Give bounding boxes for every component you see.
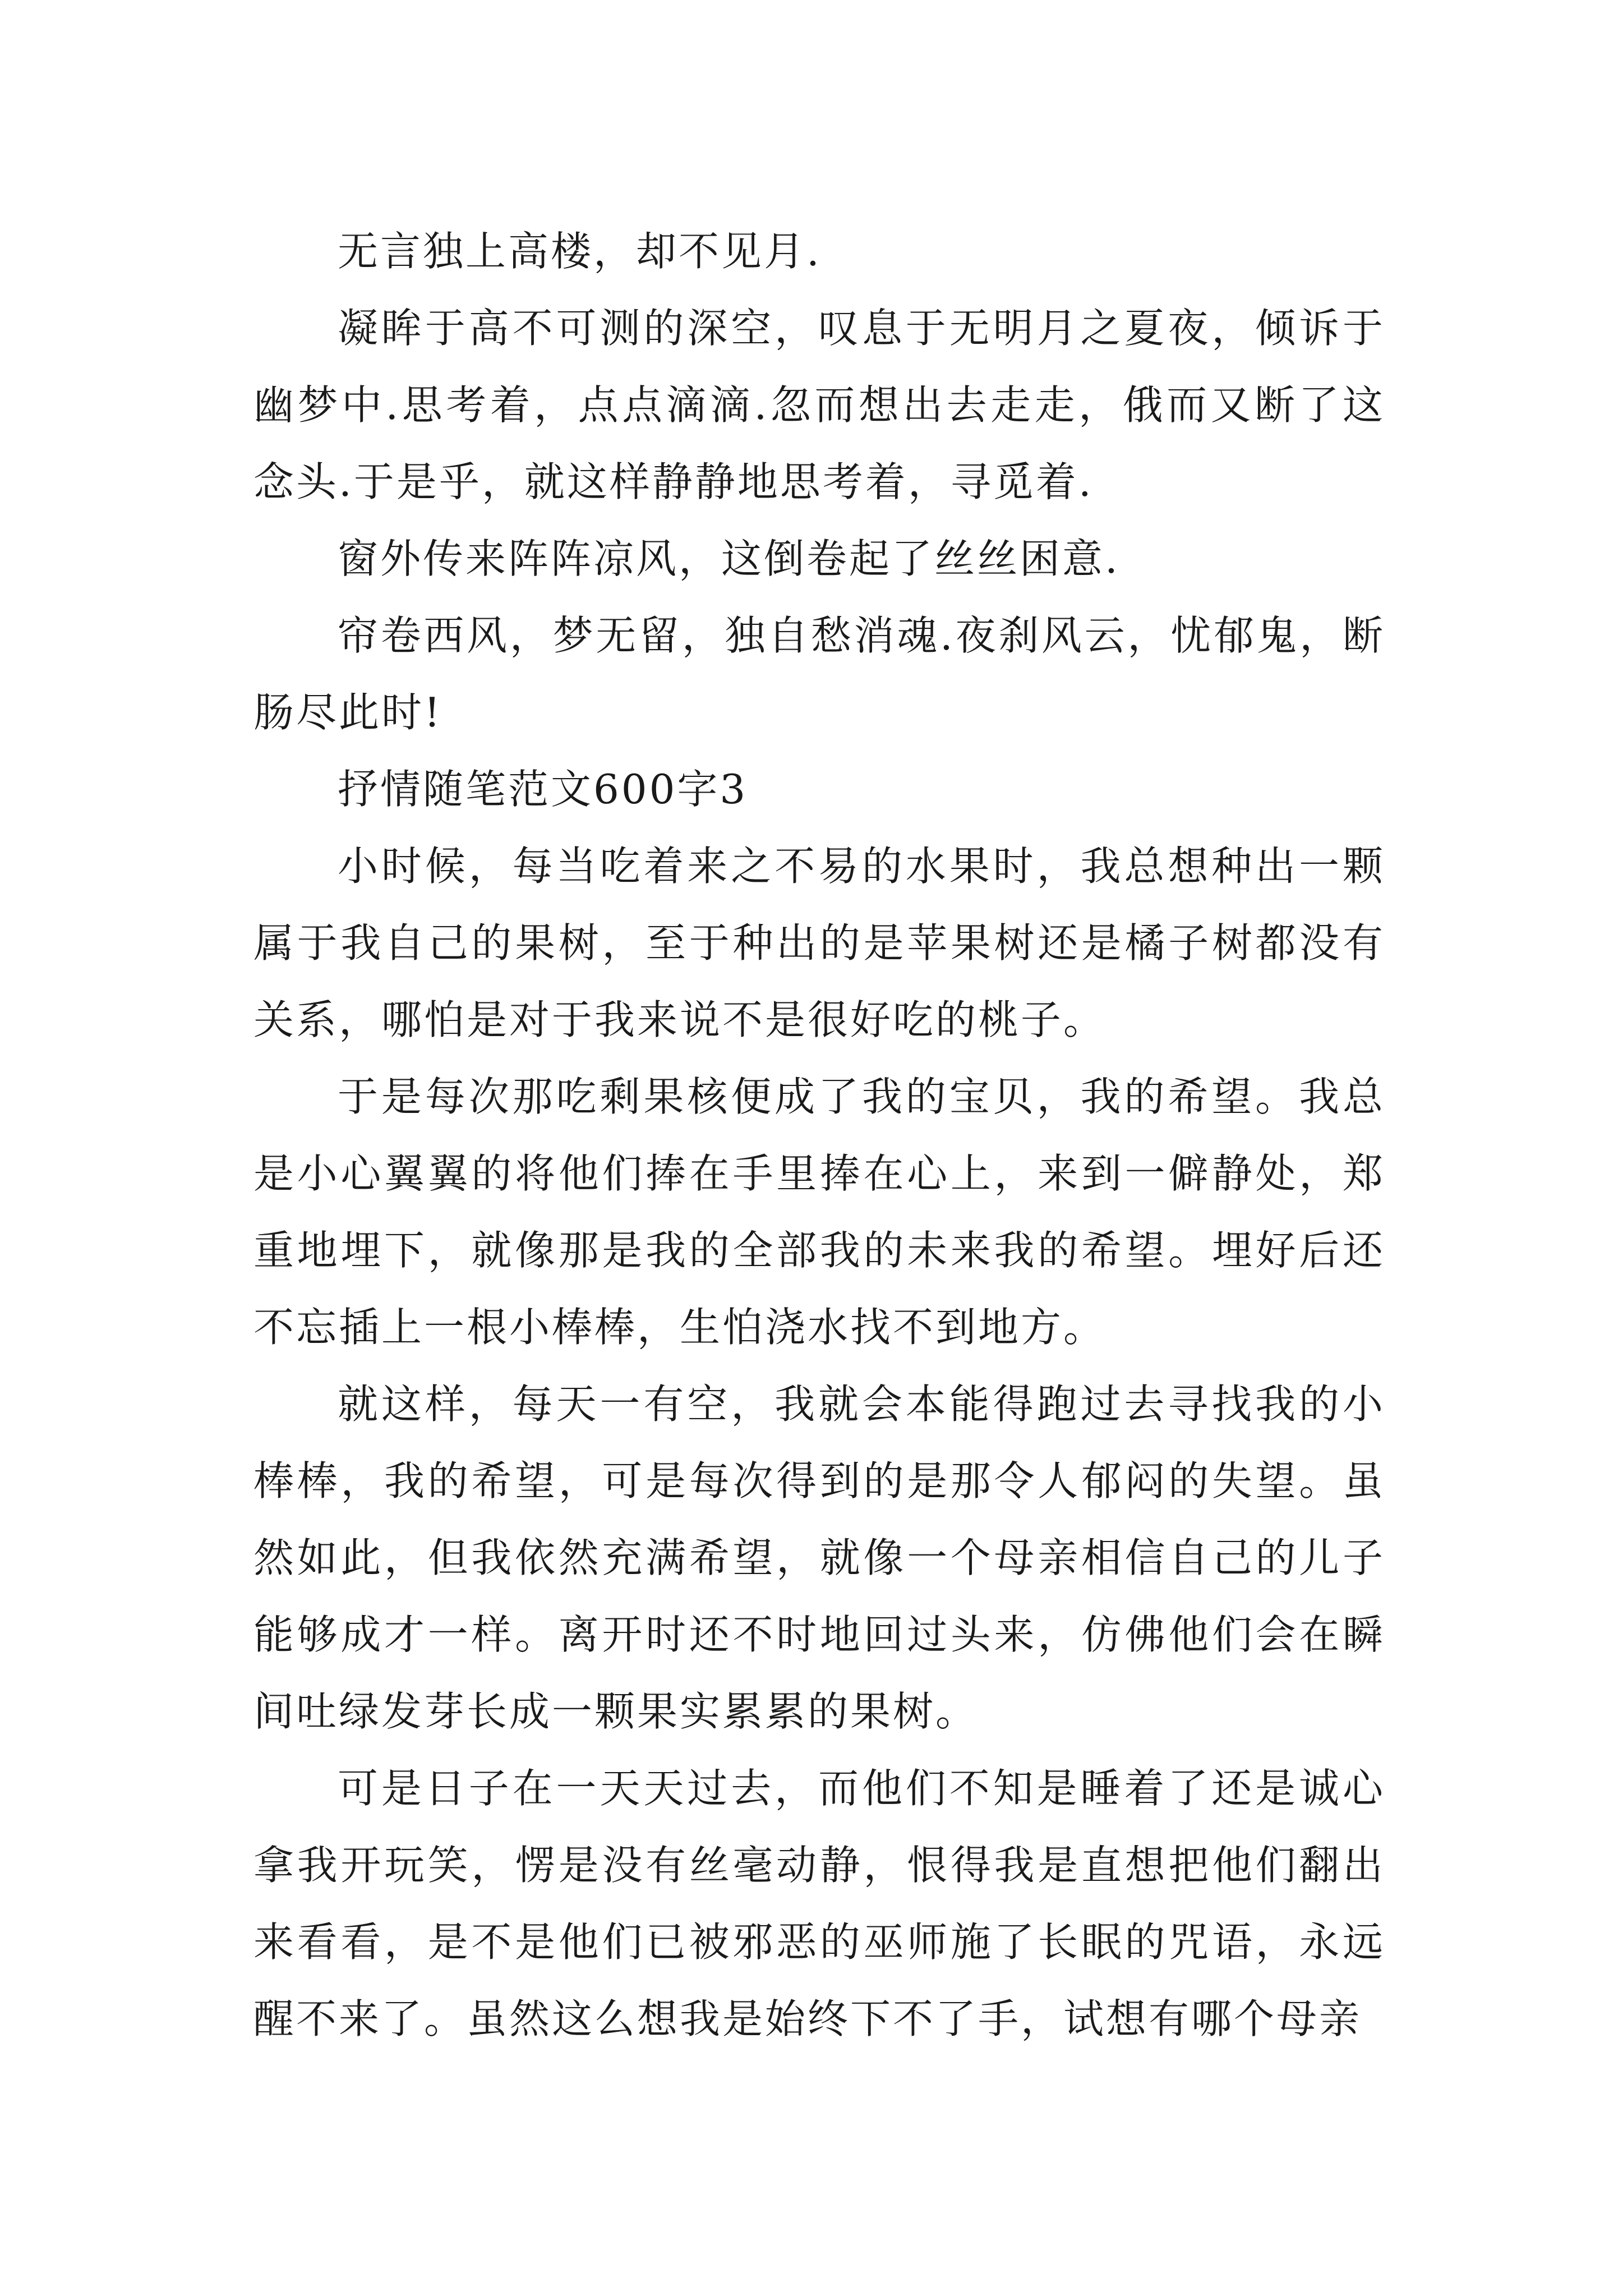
paragraph-2: 凝眸于高不可测的深空，叹息于无明月之夏夜，倾诉于幽梦中.思考着，点点滴滴.忽而想出去走走，俄而又断了这念头.于是乎，就这样静静地思考着，寻觅着. bbox=[253, 305, 1385, 505]
paragraph-7: 就这样，每天一有空，我就会本能得跑过去寻找我的小棒棒，我的希望，可是每次得到的是那令人郁闷的失望。虽然如此，但我依然充满希望，就像一个母亲相信自己的儿子能够成才一样。离开时还不时地回过头来，仿佛他们会在瞬间吐绿发芽长成一颗果实累累的果树。 bbox=[253, 1381, 1385, 1735]
section-heading: 抒情随笔范文600字3 bbox=[338, 766, 748, 813]
paragraph-4: 帘卷西风，梦无留，独自愁消魂.夜刹风云，忧郁鬼，断肠尽此时! bbox=[253, 612, 1385, 736]
paragraph-6: 于是每次那吃剩果核便成了我的宝贝，我的希望。我总是小心翼翼的将他们捧在手里捧在心上，来到一僻静处，郑重地埋下，就像那是我的全部我的未来我的希望。埋好后还不忘插上一根小棒棒，生怕浇水找不到地方。 bbox=[253, 1073, 1385, 1351]
paragraph-3: 窗外传来阵阵凉风，这倒卷起了丝丝困意. bbox=[338, 535, 1120, 582]
paragraph-8: 可是日子在一天天过去，而他们不知是睡着了还是诚心拿我开玩笑，愣是没有丝毫动静，恨得我是直想把他们翻出来看看，是不是他们已被邪恶的巫师施了长眠的咒语，永远醒不来了。虽然这么想我是始终下不了手，试想有哪个母亲 bbox=[253, 1765, 1385, 2042]
paragraph-5: 小时候，每当吃着来之不易的水果时，我总想种出一颗属于我自己的果树，至于种出的是苹果树还是橘子树都没有关系，哪怕是对于我来说不是很好吃的桃子。 bbox=[253, 843, 1385, 1043]
body-text bbox=[253, 213, 1385, 2058]
paragraph-1: 无言独上高楼，却不见月. bbox=[338, 228, 822, 275]
